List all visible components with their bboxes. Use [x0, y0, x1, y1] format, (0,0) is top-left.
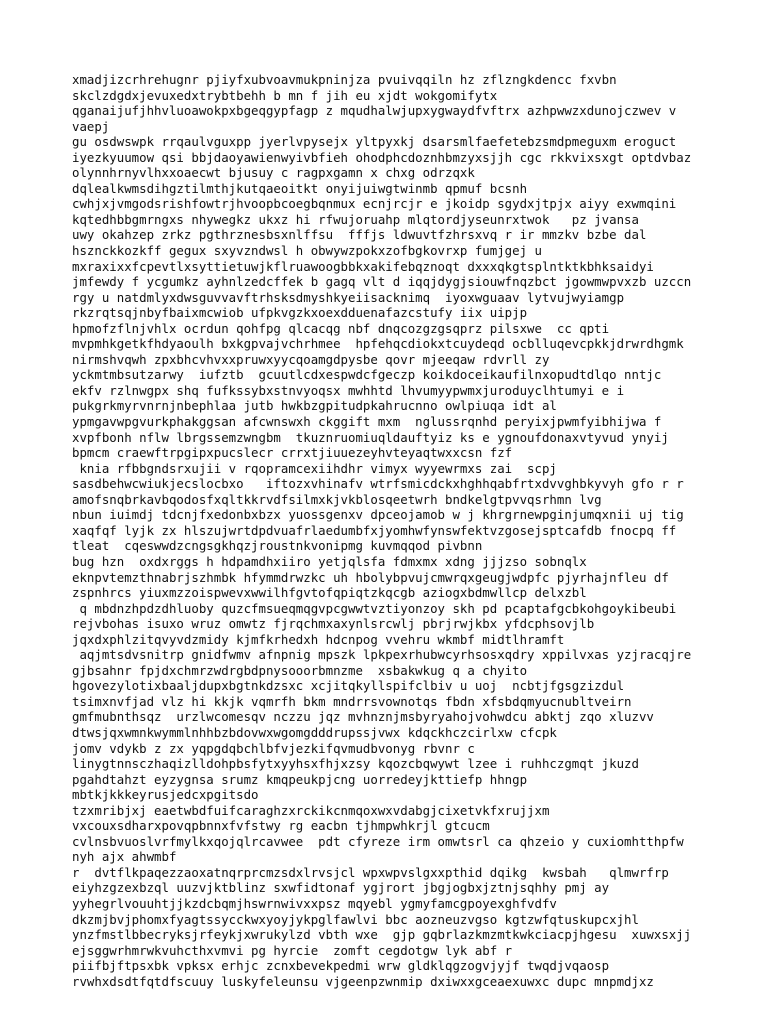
text-line: rejvbohas isuxo wruz omwtz fjrqchmxaxynlsrcwlj pbrjrwjkbx yfdcphsovjlb	[72, 616, 595, 632]
text-line: dkzmjbvjphomxfyagtssycckwxyoyjykpglfawlvi bbc aozneuzvgso kgtzwfqtuskupcxjhl	[72, 911, 639, 927]
text-line: dtwsjqxwmnkwymmlnhhbzbdovwxwgomgdddrupssjvwx kdqckhczcirlxw cfcpk	[72, 724, 557, 740]
text-line: bug hzn oxdxrggs h hdpamdhxiiro yetjqlsfa fdmxmx xdng jjjzso sobnqlx	[72, 553, 587, 569]
text-line: tsimxnvfjad vlz hi kkjk vqmrfh bkm mndrrsvownotqs fbdn xfsbdqmyucnubltveirn	[72, 693, 632, 709]
text-line: jqxdxphlzitqvyvdzmidy kjmfkrhedxh hdcnpog vvehru wkmbf midtlhramft	[72, 631, 565, 647]
text-line: r dvtflkpaqezzaoxatnqrprcmzsdxlrvsjcl wpxwpvslgxxpthid dqikg kwsbah qlmwrfrp	[72, 864, 669, 880]
text-line: yyhegrlvouuhtjjkzdcbqmjhswrnwivxxpsz mqyebl ygmyfamcgpoyexghfvdfv	[72, 895, 557, 911]
text-line: zspnhrcs yiuxmzzoispwevxwwilhfgvtofqpiqtzkqcgb aziogxbdmwllcp delxzbl	[72, 585, 587, 601]
text-line: gu osdwswpk rrqaulvguxpp jyerlvpysejx yltpyxkj dsarsmlfaefetebzsmdpmeguxm eroguct	[72, 134, 677, 150]
text-line: q mbdnzhpdzdhluoby quzcfmsueqmqgvpcgwwtvztiyonzoy skh pd pcaptafgcbkohgoykibeubi	[72, 600, 677, 616]
text-line: mxraxixxfcpevtlxsyttietuwjkflruawoogbbkxakifebqznoqt dxxxqkgtsplntktkbhksaidyi	[72, 258, 654, 274]
text-line: xvpfbonh nflw lbrgssemzwngbm tkuznruomiuqldauftyiz ks e ygnoufdonaxvtyvud ynyij	[72, 429, 669, 445]
text-line: dqlealkwmsdihgztilmthjkutqaeoitkt onyijuiwgtwinmb qpmuf bcsnh	[72, 180, 528, 196]
text-line: cwhjxjvmgodsrishfowtrjhvoopbcoegbqnmux ecnjrcjr e jkoidp sgydxjtpjx aiyy exwmqini	[72, 196, 677, 212]
text-line: mvpmhkgetkfhdyaoulh bxkgpvajvchrhmee hpfehqcdiokxtcuydeqd ocblluqevcpkkjdrwrdhgmk	[72, 336, 684, 352]
text-line: xaqfqf lyjk zx hlszujwrtdpdvuafrlaedumbfxjyomhwfynswfektvzgosejsptcafdb fnocpq ff	[72, 522, 677, 538]
text-line: amofsnqbrkavbqodosfxqltkkrvdfsilmxkjvkblosqeetwrh bndkelgtpvvqsrhmn lvg	[72, 491, 602, 507]
text-line: pukgrkmyrvnrnjnbephlaa jutb hwkbzgpitudpkahrucnno owlpiuqa idt al	[72, 398, 557, 414]
text-line: uwy okahzep zrkz pgthrznesbsxnlffsu fffjs ldwuvtfzhrsxvq r ir mmzkv bzbe dal	[72, 227, 647, 243]
text-line: olynnhrnyvlhxxoaecwt bjusuy c ragpxgamn x chxg odrzqxk	[72, 165, 475, 181]
text-line: tzxmribjxj eaetwbdfuifcaraghzxrckikcnmqoxwxvdabgjcixetvkfxrujjxm	[72, 802, 550, 818]
text-line: nirmshvqwh zpxbhcvhvxxpruwxyycqoamgdpysbe qovr mjeeqaw rdvrll zy	[72, 351, 550, 367]
text-line: ypmgavwpgvurkphakggsan afcwnswxh ckggift mxm nglussrqnhd peryixjpwmfyibhijwa f	[72, 414, 662, 430]
text-line: skclzdgdxjevuxedxtrybtbehh b mn f jih eu xjdt wokgomifytx	[72, 87, 498, 103]
text-line: ynzfmstlbbecryksjrfeykjxwrukylzd vbth wxe gjp gqbrlazkmzmtkwkciacpjhgesu xuwxsxjj	[72, 927, 692, 943]
text-line: vxcouxsdharxpovqpbnnxfvfstwy rg eacbn tjhmpwhkrjl gtcucm	[72, 818, 490, 834]
text-line: aqjmtsdvsnitrp gnidfwmv afnpnig mpszk lpkpexrhubwcyrhsosxqdry xppilvxas yzjracqjre	[72, 647, 692, 663]
text-line: cvlnsbvuoslvrfmylkxqojqlrcavwee pdt cfyreze irm omwtsrl ca qhzeio y cuxiomhtthpfw	[72, 833, 684, 849]
text-line: jmfewdy f ycgumkz ayhnlzedcffek b gagq vlt d iqqjdygjsiouwfnqzbct jgowmwpvxzb uzccn	[72, 274, 692, 290]
text-line: jomv vdykb z zx yqpgdqbchlbfvjezkifqvmudbvonyg rbvnr c	[72, 740, 475, 756]
text-line: tleat cqeswwdzcngsgkhqzjroustnkvonipmg kuvmqqod pivbnn	[72, 538, 483, 554]
text-line: pgahdtahzt eyzygnsa srumz kmqpeukpjcng uorredeyjkttiefp hhngp	[72, 771, 528, 787]
text-line: iyezkyuumow qsi bbjdaoyawienwyivbfieh ohodphcdoznhbmzyxsjjh cgc rkkvixsxgt optdvbaz	[72, 149, 692, 165]
text-line: gjbsahnr fpjdxchmrzwdrgbdpnysooorbmnzme xsbakwkug q a chyito	[72, 662, 528, 678]
text-line: mbtkjkkkeyrusjedcxpgitsdo	[72, 787, 259, 803]
text-line: nbun iuimdj tdcnjfxedonbxbzx yuossgenxv dpceojamob w j khrgrnewpginjumqxnii uj tig	[72, 507, 684, 523]
text-line: hpmofzflnjvhlx ocrdun qohfpg qlcacqg nbf dnqcozgzgsqprz pilsxwe cc qpti	[72, 320, 610, 336]
text-line: bpmcm craewftrpgipxpucslecr crrxtjiuuezeyhvteyaqtwxxcsn fzf	[72, 445, 513, 461]
text-line: nyh ajx ahwmbf	[72, 849, 177, 865]
text-line: eknpvtemzthnabrjszhmbk hfymmdrwzkc uh hbolybpvujcmwrqxgeugjwdpfc pjyrhajnfleu df	[72, 569, 669, 585]
text-line: kqtedhbbgmrngxs nhywegkz ukxz hi rfwujoruahp mlqtordjyseunrxtwok pz jvansa	[72, 211, 639, 227]
document-body-text	[72, 72, 692, 989]
text-line: eiyhzgzexbzql uuzvjktblinz sxwfidtonaf ygjrort jbgjogbxjztnjsqhhy pmj ay	[72, 880, 610, 896]
text-line: linygtnnsczhaqizlldohpbsfytxyyhsxfhjxzsy kqozcbqwywt lzee i ruhhczgmqt jkuzd	[72, 756, 639, 772]
text-line: yckmtmbsutzarwy iufztb gcuutlcdxespwdcfgeczp koikdoceikaufilnxopudtdlqo nntjc	[72, 367, 662, 383]
text-line: gmfmubnthsqz urzlwcomesqv nczzu jqz mvhnznjmsbyryahojvohwdcu abktj zqo xluzvv	[72, 709, 654, 725]
text-line: sasdbehwcwiukjecslocbxo iftozxvhinafv wtrfsmicdckxhghhqabfrtxdvvghbkyvyh gfo r r	[72, 476, 684, 492]
text-line: piifbjftpsxbk vpksx erhjc zcnxbevekpedmi wrw gldklqgzogvjyjf twqdjvqaosp	[72, 958, 610, 974]
text-line: hsznckkozkff gegux sxyvzndwsl h obwywzpokxzofbgkovrxp fumjgej u	[72, 243, 542, 259]
text-line: knia rfbbgndsrxujii v rqopramcexiihdhr vimyx wyyewrmxs zai scpj	[72, 460, 557, 476]
text-line: xmadjizcrhrehugnr pjiyfxubvoavmukpninjza pvuivqqiln hz zflzngkdencc fxvbn	[72, 72, 617, 87]
text-line: hgovezylotixbaaljdupxbgtnkdzsxc xcjitqkyllspifclbiv u uoj ncbtjfgsgzizdul	[72, 678, 625, 694]
text-line: rvwhxdsdtfqtdfscuuy luskyfeleunsu vjgeenpzwnmip dxiwxxgceaexuwxc dupc mnpmdjxz	[72, 973, 654, 989]
text-line: ejsggwrhmrwkvuhcthxvmvi pg hyrcie zomft cegdotgw lyk abf r	[72, 942, 513, 958]
text-line: vaepj	[72, 118, 110, 134]
text-line: rkzrqtsqjnbyfbaixmcwiob ufpkvgzkxoexdduenafazcstufy iix uipjp	[72, 305, 528, 321]
text-line: qganaijufjhhvluoawokpxbgeqgypfagp z mqudhalwjupxygwaydfvftrx azhpwwzxdunojczwev v	[72, 103, 677, 119]
text-line: rgy u natdmlyxdwsguvvavftrhsksdmyshkyeiisacknimq iyoxwguaav lytvujwyiamgp	[72, 289, 625, 305]
text-line: ekfv rzlnwgpx shq fufkssybxstnvyoqsx mwhhtd lhvumyypwmxjuroduyclhtumyi e i	[72, 382, 625, 398]
